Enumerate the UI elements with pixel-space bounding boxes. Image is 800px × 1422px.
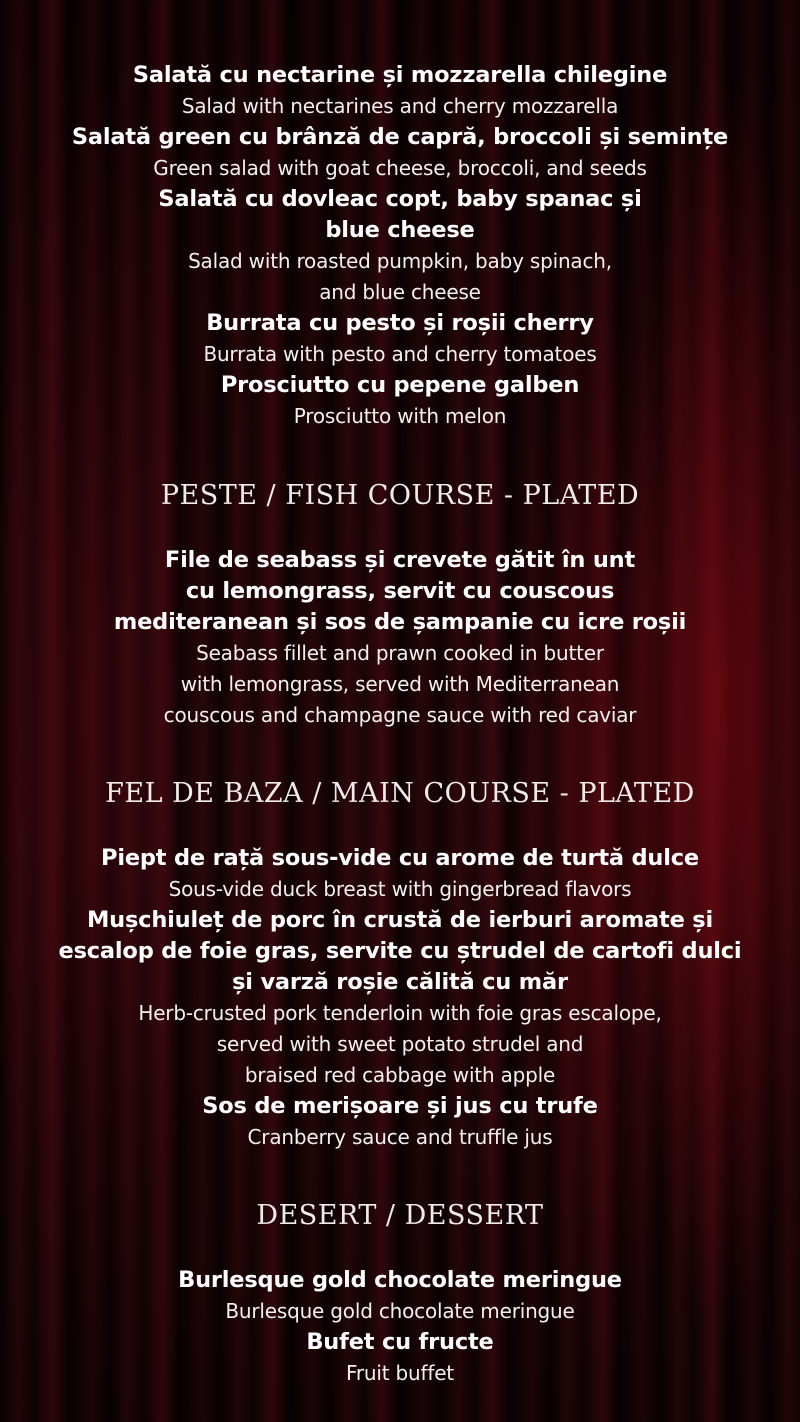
dish-name-ro-line: escalop de foie gras, servite cu ștrudel de cartofi dulci — [58, 938, 742, 964]
dish-name-en-line: and blue cheese — [319, 280, 481, 304]
dish-name-en: Prosciutto with melon — [293, 404, 507, 428]
dish-name-en-line: Salad with roasted pumpkin, baby spinach, — [188, 249, 612, 273]
dish-name-en-line: Sous-vide duck breast with gingerbread flavors — [168, 877, 632, 901]
dish-name-en: Green salad with goat cheese, broccoli, and seeds — [153, 156, 647, 180]
dish-name-ro-line: Mușchiuleț de porc în crustă de ierburi aromate și — [86, 907, 713, 933]
dish-name-en-line: Herb-crusted pork tenderloin with foie gras escalope, — [138, 1001, 662, 1025]
dish-name-en-line: Seabass fillet and prawn cooked in butter — [196, 641, 604, 665]
dish-name-ro-line: Piept de rață sous-vide cu arome de turtă dulce — [101, 845, 699, 871]
section-title-main: FEL DE BAZA / MAIN COURSE - PLATED — [105, 778, 695, 809]
dish-name-ro: Prosciutto cu pepene galben — [220, 372, 580, 398]
dish-name-en-line: braised red cabbage with apple — [244, 1063, 556, 1087]
dish-name-ro-line: cu lemongrass, servit cu couscous — [185, 578, 615, 604]
main-section — [0, 843, 800, 1153]
dish-name-ro: Salată cu nectarine și mozzarella chilegine — [132, 62, 668, 88]
dish-name-ro-line: Salată cu dovleac copt, baby spanac și — [158, 186, 642, 212]
dish-name-ro-line: File de seabass și crevete gătit în unt — [164, 547, 636, 573]
starters-section — [0, 60, 800, 432]
fish-section — [0, 545, 800, 731]
dish-name-ro-line: Sos de merișoare și jus cu trufe — [202, 1093, 598, 1119]
section-title-dessert: DESERT / DESSERT — [256, 1200, 544, 1231]
section-title-fish: PESTE / FISH COURSE - PLATED — [160, 480, 640, 511]
dish-name-en: Burrata with pesto and cherry tomatoes — [203, 342, 597, 366]
dish-name-ro-line: mediteranean și sos de șampanie cu icre roșii — [113, 609, 687, 635]
dessert-section — [0, 1265, 800, 1389]
dish-name-ro: Bufet cu fructe — [306, 1329, 494, 1355]
dish-name-en-line: served with sweet potato strudel and — [216, 1032, 584, 1056]
dish-name-en-line: couscous and champagne sauce with red caviar — [163, 703, 637, 727]
dish-name-ro: Burrata cu pesto și roșii cherry — [206, 310, 594, 336]
dish-name-en-line: with lemongrass, served with Mediterranean — [180, 672, 620, 696]
dish-name-en: Burlesque gold chocolate meringue — [225, 1299, 575, 1323]
dish-name-en: Fruit buffet — [346, 1361, 454, 1385]
dish-name-en: Salad with nectarines and cherry mozzarella — [181, 94, 619, 118]
dish-name-ro-line: blue cheese — [325, 217, 475, 243]
dish-name-en-line: Cranberry sauce and truffle jus — [247, 1125, 553, 1149]
dish-name-ro: Burlesque gold chocolate meringue — [178, 1267, 622, 1293]
dish-name-ro-line: și varză roșie călită cu măr — [232, 969, 568, 995]
dish-name-ro: Salată green cu brânză de capră, broccoli și semințe — [71, 124, 729, 150]
